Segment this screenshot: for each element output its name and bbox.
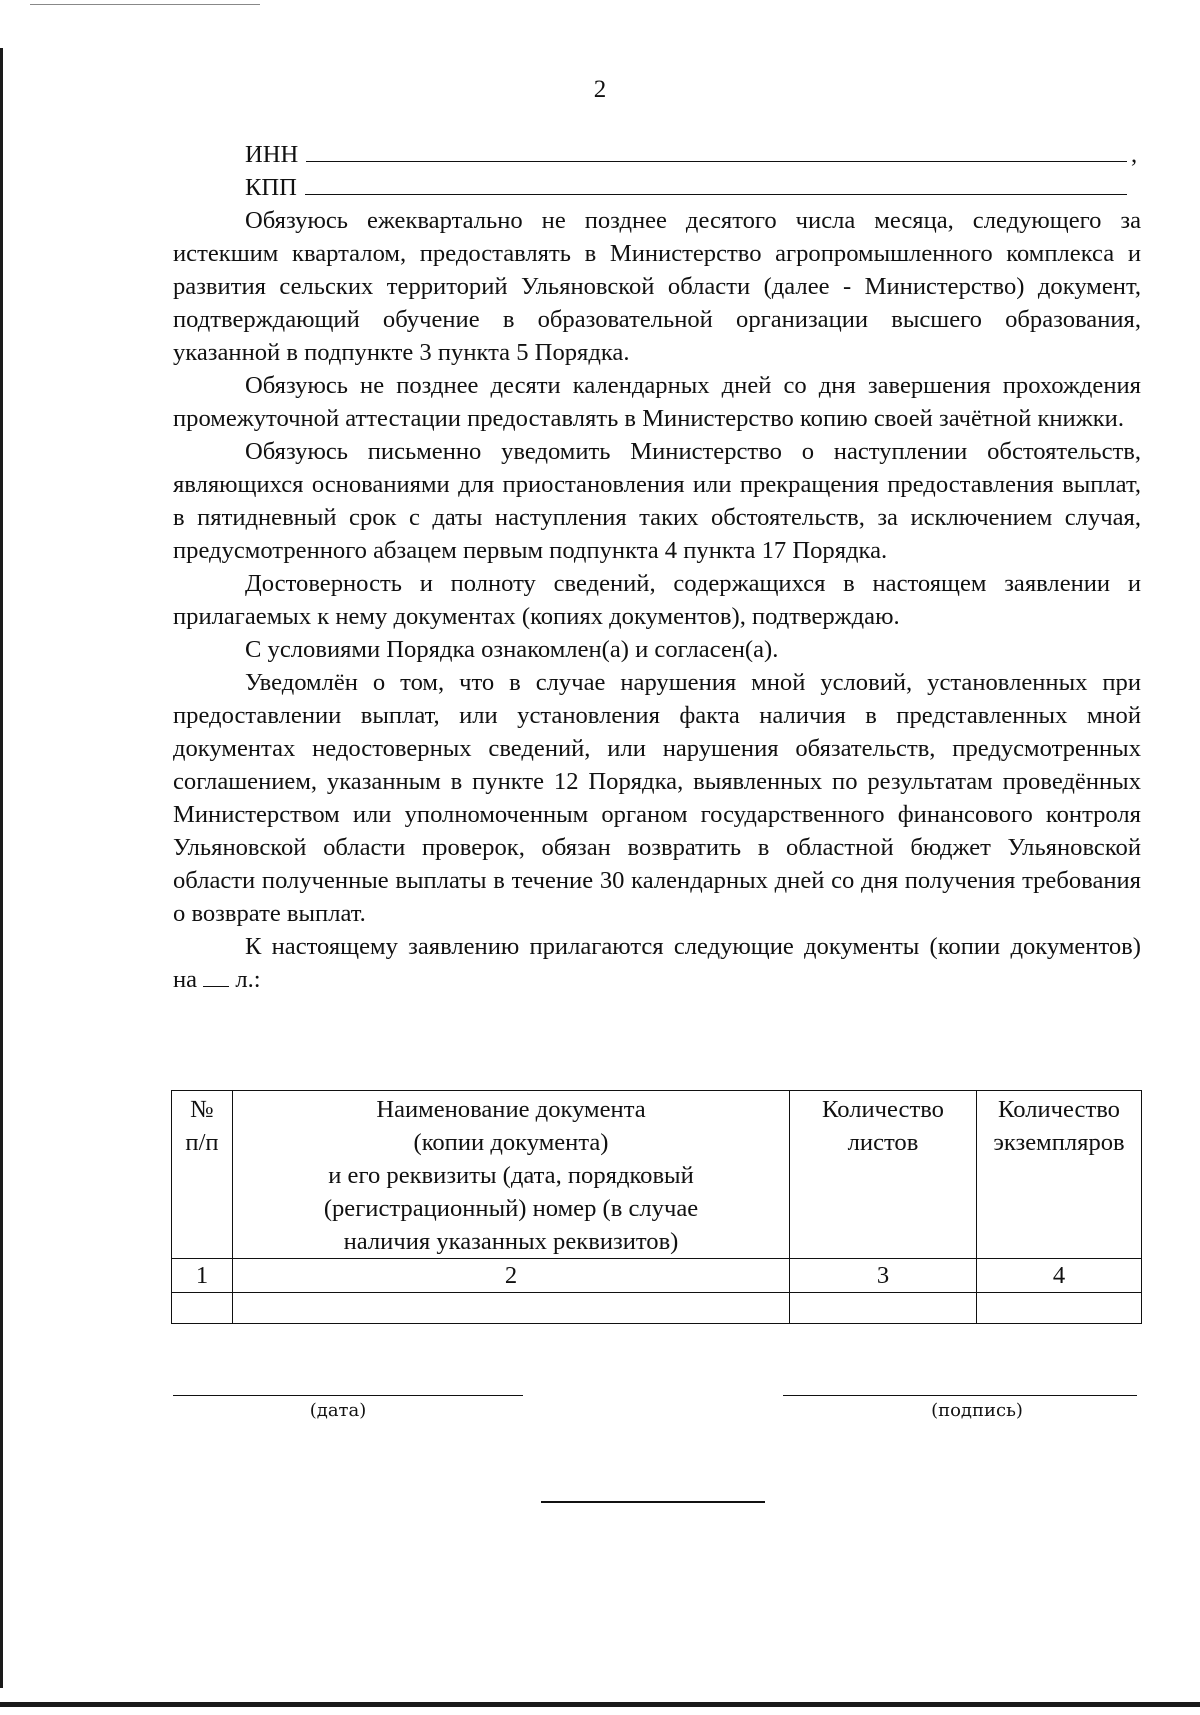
kpp-field [173, 171, 1141, 204]
document-body [173, 138, 1141, 996]
table-row-empty [172, 1293, 1142, 1324]
scan-edge-bottom [0, 1702, 1200, 1707]
attachments-intro-tail: л.: [229, 966, 261, 993]
inn-label: ИНН [245, 141, 299, 168]
inn-blank-line [306, 139, 1127, 162]
inn-field [173, 138, 1141, 171]
header-copy-count: Количество экземпляров [977, 1091, 1142, 1259]
table-cell: 3 [790, 1259, 977, 1293]
paragraph-refund: Уведомлён о том, что в случае нарушения мной условий, установленных при предоставлении выплат, или установления факта наличия в представленных мной документах недостоверных сведений, или нарушения обязательств, предусмотренных соглашением, указанным в пункте 12 Порядка, выявленных по результатам проведённых Министерством или уполномоченным органом государственного финансового контроля Ульяновской области проверок, обязан возвратить в областной бюджет Ульяновской области полученные выплаты в течение 30 календарных дней со дня получения требования о возврате выплат. [173, 669, 1141, 927]
inn-tail: , [1131, 141, 1138, 168]
paragraph-accuracy: Достоверность и полноту сведений, содержащихся в настоящем заявлении и прилагаемых к нему документах (копиях документов), подтверждаю. [173, 570, 1141, 630]
table-row-numbering [172, 1259, 1142, 1293]
scan-artifact-top [30, 4, 260, 5]
attachments-table [171, 1090, 1142, 1324]
table-cell-empty[interactable] [977, 1293, 1142, 1324]
paragraph-record-book: Обязуюсь не позднее десяти календарных дней со дня завершения прохождения промежуточной аттестации предоставлять в Министерство копию своей зачётной книжки. [173, 372, 1141, 432]
page-number: 2 [593, 76, 607, 103]
attachments-intro-text: К настоящему заявлению прилагаются следующие документы (копии документов) на [173, 933, 1141, 993]
table-header-row [172, 1091, 1142, 1259]
table-cell: 4 [977, 1259, 1142, 1293]
paragraph-conditions: С условиями Порядка ознакомлен(а) и согласен(а). [245, 636, 779, 663]
table-cell-empty[interactable] [233, 1293, 790, 1324]
signature-line [783, 1395, 1137, 1396]
kpp-label: КПП [245, 174, 297, 201]
kpp-blank-line [305, 172, 1127, 195]
date-caption: (дата) [309, 1400, 367, 1421]
header-number: № п/п [172, 1091, 233, 1259]
paragraph-attachments [173, 930, 1141, 996]
table-cell-empty[interactable] [790, 1293, 977, 1324]
paragraph-quarterly-report: Обязуюсь ежеквартально не позднее десятого числа месяца, следующего за истекшим кварталом, предоставлять в Министерство агропромышленного комплекса и развития сельских территорий Ульяновской области (далее - Министерство) документ, подтверждающий обучение в образовательной организации высшего образования, указанной в подпункте 3 пункта 5 Порядка. [173, 207, 1141, 366]
header-sheet-count: Количество листов [790, 1091, 977, 1259]
signature-caption: (подпись) [931, 1400, 1023, 1421]
date-line [173, 1395, 523, 1396]
scan-edge-left [0, 48, 3, 1688]
table-cell-empty[interactable] [172, 1293, 233, 1324]
header-document-name: Наименование документа (копии документа) и его реквизиты (дата, порядковый (регистрационный) номер (в случае наличия указанных реквизитов) [233, 1091, 790, 1259]
paragraph-notify: Обязуюсь письменно уведомить Министерство о наступлении обстоятельств, являющихся основаниями для приостановления или прекращения предоставления выплат, в пятидневный срок с даты наступления таких обстоятельств, за исключением случая, предусмотренного абзацем первым подпункта 4 пункта 17 Порядка. [173, 438, 1141, 564]
pages-count-blank [203, 966, 229, 987]
table-cell: 1 [172, 1259, 233, 1293]
end-of-document-line [541, 1501, 765, 1503]
table-cell: 2 [233, 1259, 790, 1293]
